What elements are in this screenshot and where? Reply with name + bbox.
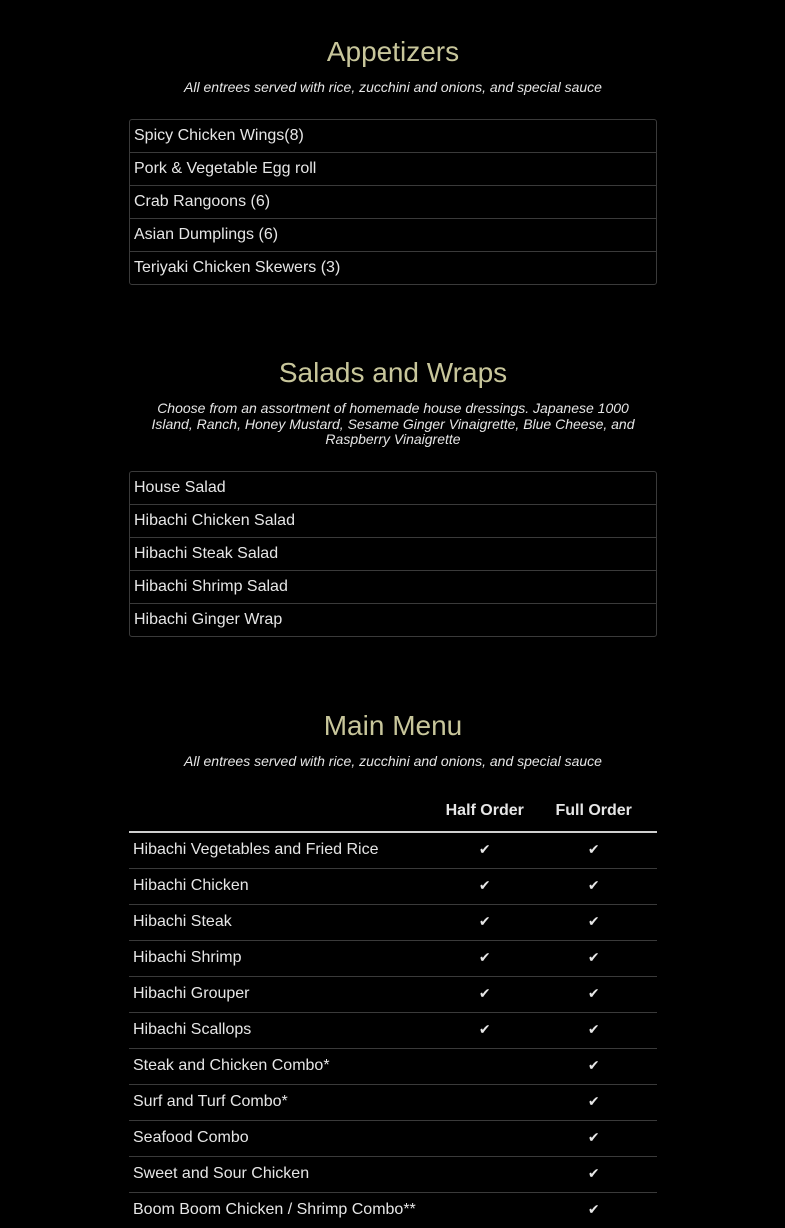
table-row xyxy=(129,1156,657,1192)
list-item: Asian Dumplings (6) xyxy=(130,218,656,251)
menu-item-name: Boom Boom Chicken / Shrimp Combo** xyxy=(129,1192,439,1228)
menu-item-name: Sweet and Sour Chicken xyxy=(129,1156,439,1192)
half-order-check-icon: ✔ xyxy=(439,940,530,976)
full-order-check-icon: ✔ xyxy=(530,868,657,904)
appetizers-title: Appetizers xyxy=(326,36,460,67)
table-row xyxy=(129,1048,657,1084)
column-header-full-order: Full Order xyxy=(530,791,657,832)
salads-title: Salads and Wraps xyxy=(278,357,508,388)
table-row xyxy=(129,904,657,940)
full-order-check-icon: ✔ xyxy=(530,904,657,940)
table-row xyxy=(129,1084,657,1120)
half-order-check-icon xyxy=(439,1120,530,1156)
half-order-check-icon xyxy=(439,1192,530,1228)
full-order-check-icon: ✔ xyxy=(530,976,657,1012)
appetizers-section xyxy=(129,35,657,285)
half-order-check-icon xyxy=(439,1084,530,1120)
list-item: House Salad xyxy=(134,478,226,496)
table-row xyxy=(129,868,657,904)
half-order-check-icon: ✔ xyxy=(439,976,530,1012)
main-menu-table xyxy=(129,791,657,1228)
menu-item-name: Hibachi Grouper xyxy=(129,976,439,1012)
table-row xyxy=(129,832,657,869)
salads-subtitle: Choose from an assortment of homemade house dressings. Japanese 1000 Island, Ranch, Honey Mustard, Sesame Ginger Vinaigrette, Blue Cheese, and Raspberry Vinaigrette xyxy=(151,400,635,447)
full-order-check-icon: ✔ xyxy=(530,1012,657,1048)
list-item: Hibachi Shrimp Salad xyxy=(130,570,656,603)
half-order-check-icon xyxy=(439,1156,530,1192)
list-item: Teriyaki Chicken Skewers (3) xyxy=(130,251,656,284)
main-menu-subtitle: All entrees served with rice, zucchini and onions, and special sauce xyxy=(184,753,602,769)
column-header-item xyxy=(129,791,439,832)
table-header-row xyxy=(129,791,657,832)
table-row xyxy=(129,1120,657,1156)
list-item: Pork & Vegetable Egg roll xyxy=(130,152,656,185)
full-order-check-icon: ✔ xyxy=(530,1048,657,1084)
menu-item-name: Surf and Turf Combo* xyxy=(129,1084,439,1120)
salads-section xyxy=(129,356,657,637)
half-order-check-icon: ✔ xyxy=(439,868,530,904)
appetizers-list xyxy=(129,119,657,285)
appetizers-subtitle: All entrees served with rice, zucchini and onions, and special sauce xyxy=(184,79,602,95)
list-item: Hibachi Steak Salad xyxy=(130,537,656,570)
full-order-check-icon: ✔ xyxy=(530,1192,657,1228)
half-order-check-icon: ✔ xyxy=(478,842,491,858)
table-row xyxy=(129,940,657,976)
main-menu-rows xyxy=(129,832,657,1228)
list-item: Hibachi Ginger Wrap xyxy=(130,603,656,636)
full-order-check-icon: ✔ xyxy=(530,940,657,976)
menu-item-name: Seafood Combo xyxy=(129,1120,439,1156)
menu-item-name: Steak and Chicken Combo* xyxy=(129,1048,439,1084)
list-item: Hibachi Chicken Salad xyxy=(130,504,656,537)
column-header-half-order: Half Order xyxy=(439,791,530,832)
full-order-check-icon: ✔ xyxy=(530,1156,657,1192)
full-order-check-icon: ✔ xyxy=(530,1120,657,1156)
list-item: Crab Rangoons (6) xyxy=(130,185,656,218)
menu-item-name: Hibachi Steak xyxy=(129,904,439,940)
menu-item-name: Hibachi Vegetables and Fried Rice xyxy=(133,841,379,858)
menu-item-name: Hibachi Shrimp xyxy=(129,940,439,976)
menu-item-name: Hibachi Scallops xyxy=(129,1012,439,1048)
main-menu-title: Main Menu xyxy=(323,710,463,741)
table-row xyxy=(129,1192,657,1228)
menu-item-name: Hibachi Chicken xyxy=(129,868,439,904)
salads-list xyxy=(129,471,657,637)
full-order-check-icon: ✔ xyxy=(587,842,600,858)
full-order-check-icon: ✔ xyxy=(530,1084,657,1120)
table-row xyxy=(129,976,657,1012)
list-item: Spicy Chicken Wings(8) xyxy=(134,126,304,144)
main-menu-section xyxy=(129,709,657,1228)
table-row xyxy=(129,1012,657,1048)
half-order-check-icon: ✔ xyxy=(439,1012,530,1048)
half-order-check-icon xyxy=(439,1048,530,1084)
half-order-check-icon: ✔ xyxy=(439,904,530,940)
